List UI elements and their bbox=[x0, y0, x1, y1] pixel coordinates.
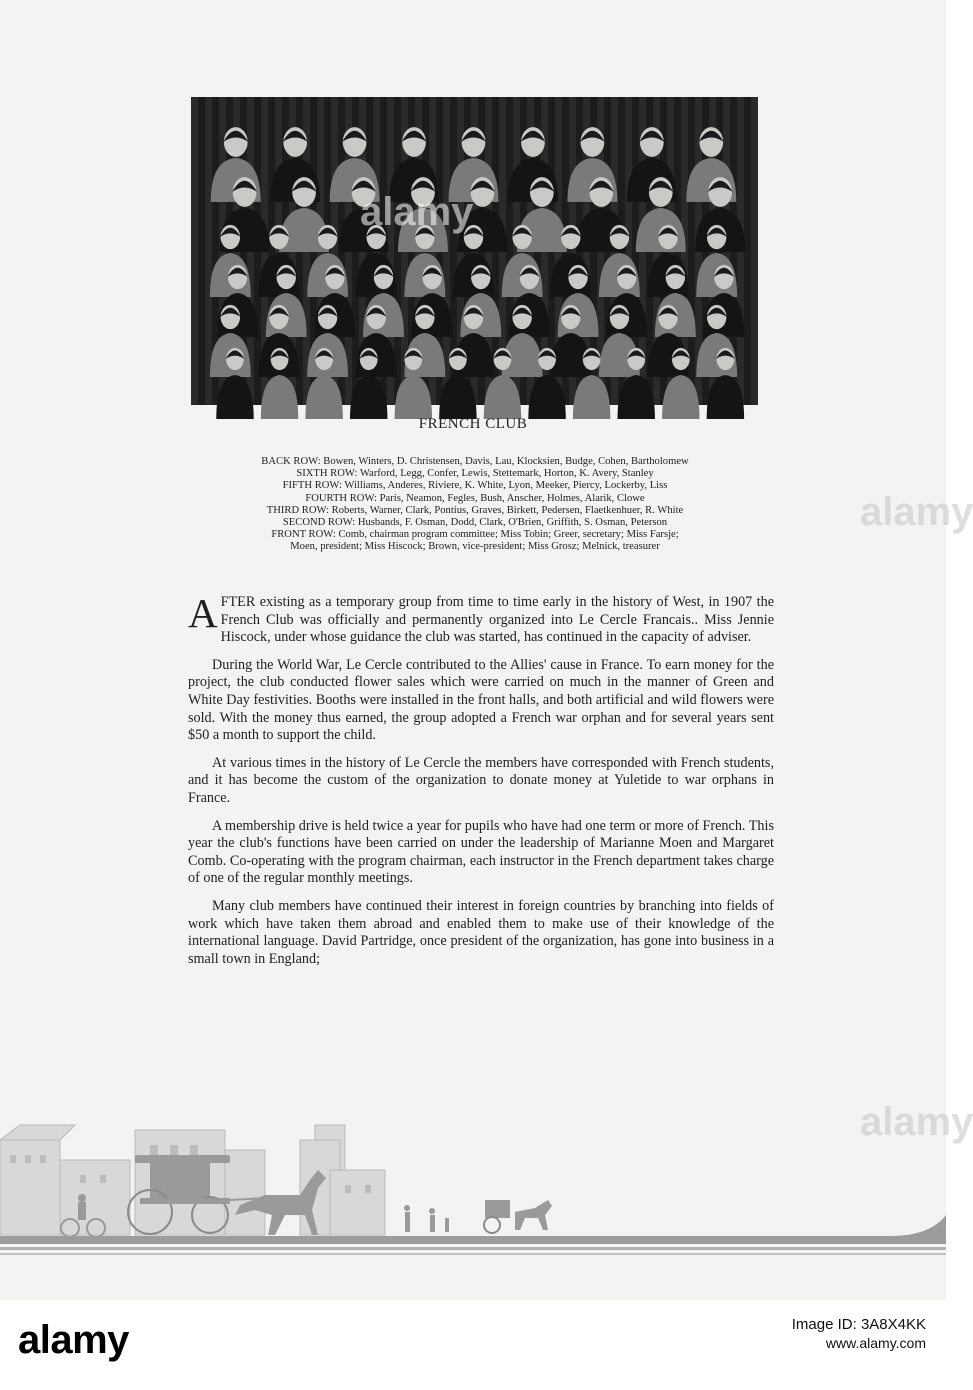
caption-rows bbox=[180, 456, 770, 554]
article-paragraph: At various times in the history of Le Cercle the members have corresponded with French students, and it has become the custom of the organization to donate money at Yuletide to war orphans in France. bbox=[188, 754, 774, 806]
caption-row-back: BACK ROW: Bowen, Winters, D. Christensen, Davis, Lau, Klocksien, Budge, Cohen, Bartholomew bbox=[261, 456, 689, 467]
article-body bbox=[188, 590, 774, 978]
article-paragraph bbox=[188, 590, 774, 647]
photo-caption-title: FRENCH CLUB bbox=[418, 416, 528, 432]
first-paragraph-text: FTER existing as a temporary group from time to time early in the history of West, in 1907 the French Club was officially and permanently organized into Le Cercle Francais.. Miss Jennie Hiscock, under whose guidance the club was started, has continued in the capacity of adviser. bbox=[220, 594, 774, 646]
watermark: alamy bbox=[360, 190, 474, 234]
caption-row-fifth: FIFTH ROW: Williams, Anderes, Riviere, K. White, Lyon, Meeker, Piercy, Lockerby, Liss bbox=[282, 480, 668, 492]
article-paragraph: During the World War, Le Cercle contributed to the Allies' cause in France. To earn money for the project, the club conducted flower sales which were carried on much in the manner of Green and White Day festivities. Booths were installed in the front halls, and both artificial and wild flowers were sold. With the money thus earned, the group adopted a French war orphan and for several years sent $50 a month to support the child. bbox=[188, 656, 774, 744]
caption-row-third: THIRD ROW: Roberts, Warner, Clark, Pontius, Graves, Birkett, Pedersen, Flaetkenhuer, R. White bbox=[266, 504, 684, 516]
image-id: Image ID: 3A8X4KK bbox=[791, 1316, 926, 1333]
image-id-block bbox=[792, 1316, 926, 1352]
caption-row-front: FRONT ROW: Comb, chairman program committee; Miss Tobin; Greer, secretary; Miss Farsje; bbox=[271, 529, 679, 541]
site-url: www.alamy.com bbox=[825, 1335, 926, 1351]
alamy-logo: alamy bbox=[18, 1318, 129, 1362]
caption-row-sixth: SIXTH ROW: Warford, Legg, Confer, Lewis, Stettemark, Horton, K. Avery, Stanley bbox=[296, 468, 654, 480]
stock-footer-bar bbox=[0, 1300, 946, 1390]
group-photo bbox=[191, 97, 756, 405]
caption-row-fourth: FOURTH ROW: Paris, Neamon, Fegles, Bush, Anscher, Holmes, Alarik, Clowe bbox=[305, 492, 645, 504]
caption-row-front-continued: Moen, president; Miss Hiscock; Brown, vice-president; Miss Grosz; Melnick, treasurer bbox=[290, 541, 660, 553]
caption-row-second: SECOND ROW: Husbands, F. Osman, Dodd, Clark, O'Brien, Griffith, S. Osman, Peterson bbox=[282, 517, 668, 529]
watermark: alamy bbox=[860, 1100, 973, 1144]
article-paragraph: A membership drive is held twice a year for pupils who have had one term or more of French. This year the club's functions have been carried on under the leadership of Marianne Moen and Margaret Comb. Co-operating with the program chairman, each instructor in the French department takes charge of one of the regular monthly meetings. bbox=[188, 817, 774, 887]
watermark: alamy bbox=[860, 490, 973, 534]
street-scene-illustration bbox=[0, 1100, 946, 1270]
article-paragraph: Many club members have continued their interest in foreign countries by branching into fields of work which have taken them abroad and enabled them to make use of their knowledge of the international language. David Partridge, once president of the organization, has gone into business in a small town in England; bbox=[188, 897, 774, 967]
drop-cap: A bbox=[188, 590, 218, 636]
